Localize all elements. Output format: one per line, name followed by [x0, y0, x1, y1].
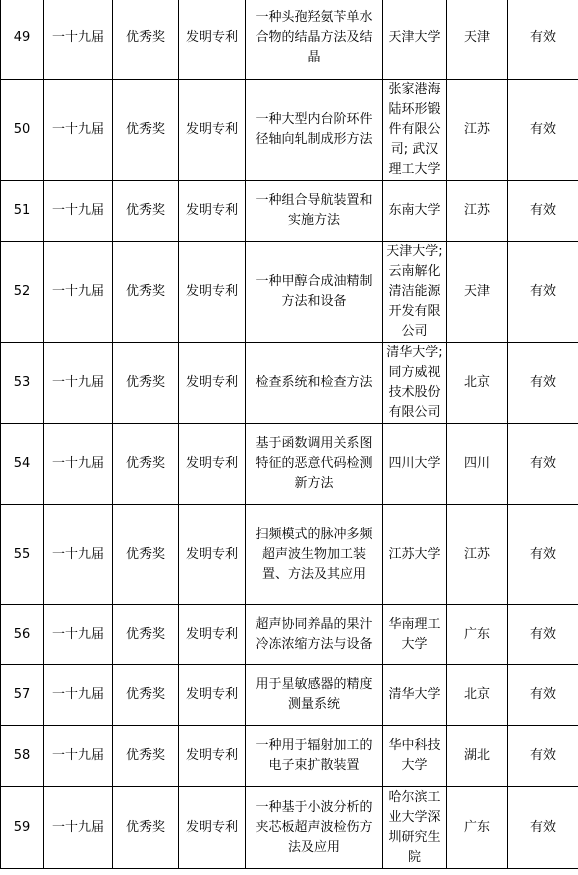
row-number: 56 [1, 605, 44, 665]
award-cell: 优秀奖 [113, 242, 179, 343]
patent-name-cell: 一种头孢羟氨苄单水合物的结晶方法及结晶 [246, 0, 383, 80]
table-row [1, 665, 578, 726]
organization-cell: 清华大学; 同方威视技术股份有限公司 [383, 343, 447, 424]
status-cell: 有效 [508, 0, 578, 80]
session-cell: 一十九届 [44, 343, 113, 424]
patent-type-cell: 发明专利 [179, 343, 246, 424]
patent-type-cell: 发明专利 [179, 726, 246, 787]
patent-type-cell: 发明专利 [179, 0, 246, 80]
status-cell: 有效 [508, 726, 578, 787]
patent-type-cell: 发明专利 [179, 787, 246, 869]
region-cell: 江苏 [447, 505, 508, 605]
patent-name-cell: 基于函数调用关系图特征的恶意代码检测新方法 [246, 424, 383, 505]
organization-cell: 天津大学; 云南解化清洁能源开发有限公司 [383, 242, 447, 343]
row-number: 58 [1, 726, 44, 787]
patent-name-cell: 扫频模式的脉冲多频超声波生物加工装置、方法及其应用 [246, 505, 383, 605]
session-cell: 一十九届 [44, 605, 113, 665]
region-cell: 四川 [447, 424, 508, 505]
table-row [1, 242, 578, 343]
region-cell: 北京 [447, 665, 508, 726]
patent-name-cell: 超声协同养晶的果汁冷冻浓缩方法与设备 [246, 605, 383, 665]
row-number: 52 [1, 242, 44, 343]
region-cell: 湖北 [447, 726, 508, 787]
award-cell: 优秀奖 [113, 726, 179, 787]
session-cell: 一十九届 [44, 424, 113, 505]
table-row [1, 726, 578, 787]
status-cell: 有效 [508, 787, 578, 869]
award-cell: 优秀奖 [113, 605, 179, 665]
organization-cell: 清华大学 [383, 665, 447, 726]
region-cell: 广东 [447, 605, 508, 665]
patent-type-cell: 发明专利 [179, 242, 246, 343]
region-cell: 北京 [447, 343, 508, 424]
award-cell: 优秀奖 [113, 424, 179, 505]
status-cell: 有效 [508, 424, 578, 505]
session-cell: 一十九届 [44, 505, 113, 605]
region-cell: 江苏 [447, 80, 508, 181]
patent-name-cell: 一种基于小波分析的夹芯板超声波检伤方法及应用 [246, 787, 383, 869]
status-cell: 有效 [508, 80, 578, 181]
region-cell: 广东 [447, 787, 508, 869]
table-row [1, 605, 578, 665]
row-number: 49 [1, 0, 44, 80]
row-number: 50 [1, 80, 44, 181]
table-row [1, 80, 578, 181]
status-cell: 有效 [508, 605, 578, 665]
session-cell: 一十九届 [44, 242, 113, 343]
table-row [1, 0, 578, 80]
patent-name-cell: 一种甲醇合成油精制方法和设备 [246, 242, 383, 343]
award-cell: 优秀奖 [113, 505, 179, 605]
status-cell: 有效 [508, 665, 578, 726]
status-cell: 有效 [508, 181, 578, 242]
organization-cell: 东南大学 [383, 181, 447, 242]
row-number: 55 [1, 505, 44, 605]
session-cell: 一十九届 [44, 665, 113, 726]
status-cell: 有效 [508, 343, 578, 424]
status-cell: 有效 [508, 242, 578, 343]
table-row [1, 787, 578, 869]
region-cell: 天津 [447, 0, 508, 80]
award-cell: 优秀奖 [113, 787, 179, 869]
organization-cell: 华南理工大学 [383, 605, 447, 665]
organization-cell: 江苏大学 [383, 505, 447, 605]
patent-type-cell: 发明专利 [179, 80, 246, 181]
row-number: 54 [1, 424, 44, 505]
organization-cell: 四川大学 [383, 424, 447, 505]
row-number: 59 [1, 787, 44, 869]
session-cell: 一十九届 [44, 787, 113, 869]
status-cell: 有效 [508, 505, 578, 605]
organization-cell: 哈尔滨工业大学深圳研究生院 [383, 787, 447, 869]
organization-cell: 天津大学 [383, 0, 447, 80]
organization-cell: 张家港海陆环形锻件有限公司; 武汉理工大学 [383, 80, 447, 181]
region-cell: 天津 [447, 242, 508, 343]
patent-type-cell: 发明专利 [179, 424, 246, 505]
award-cell: 优秀奖 [113, 181, 179, 242]
patent-type-cell: 发明专利 [179, 181, 246, 242]
session-cell: 一十九届 [44, 726, 113, 787]
patent-name-cell: 一种组合导航装置和实施方法 [246, 181, 383, 242]
patent-name-cell: 检查系统和检查方法 [246, 343, 383, 424]
patent-type-cell: 发明专利 [179, 605, 246, 665]
table-row [1, 181, 578, 242]
page-bottom-margin [0, 870, 578, 875]
award-cell: 优秀奖 [113, 343, 179, 424]
session-cell: 一十九届 [44, 0, 113, 80]
table-row [1, 343, 578, 424]
organization-cell: 华中科技大学 [383, 726, 447, 787]
region-cell: 江苏 [447, 181, 508, 242]
patent-name-cell: 用于星敏感器的精度测量系统 [246, 665, 383, 726]
session-cell: 一十九届 [44, 181, 113, 242]
session-cell: 一十九届 [44, 80, 113, 181]
award-cell: 优秀奖 [113, 0, 179, 80]
award-cell: 优秀奖 [113, 665, 179, 726]
patent-type-cell: 发明专利 [179, 505, 246, 605]
patent-name-cell: 一种用于辐射加工的电子束扩散装置 [246, 726, 383, 787]
patent-name-cell: 一种大型内台阶环件径轴向轧制成形方法 [246, 80, 383, 181]
row-number: 57 [1, 665, 44, 726]
table-row [1, 424, 578, 505]
row-number: 51 [1, 181, 44, 242]
row-number: 53 [1, 343, 44, 424]
table-row [1, 505, 578, 605]
patent-type-cell: 发明专利 [179, 665, 246, 726]
award-cell: 优秀奖 [113, 80, 179, 181]
